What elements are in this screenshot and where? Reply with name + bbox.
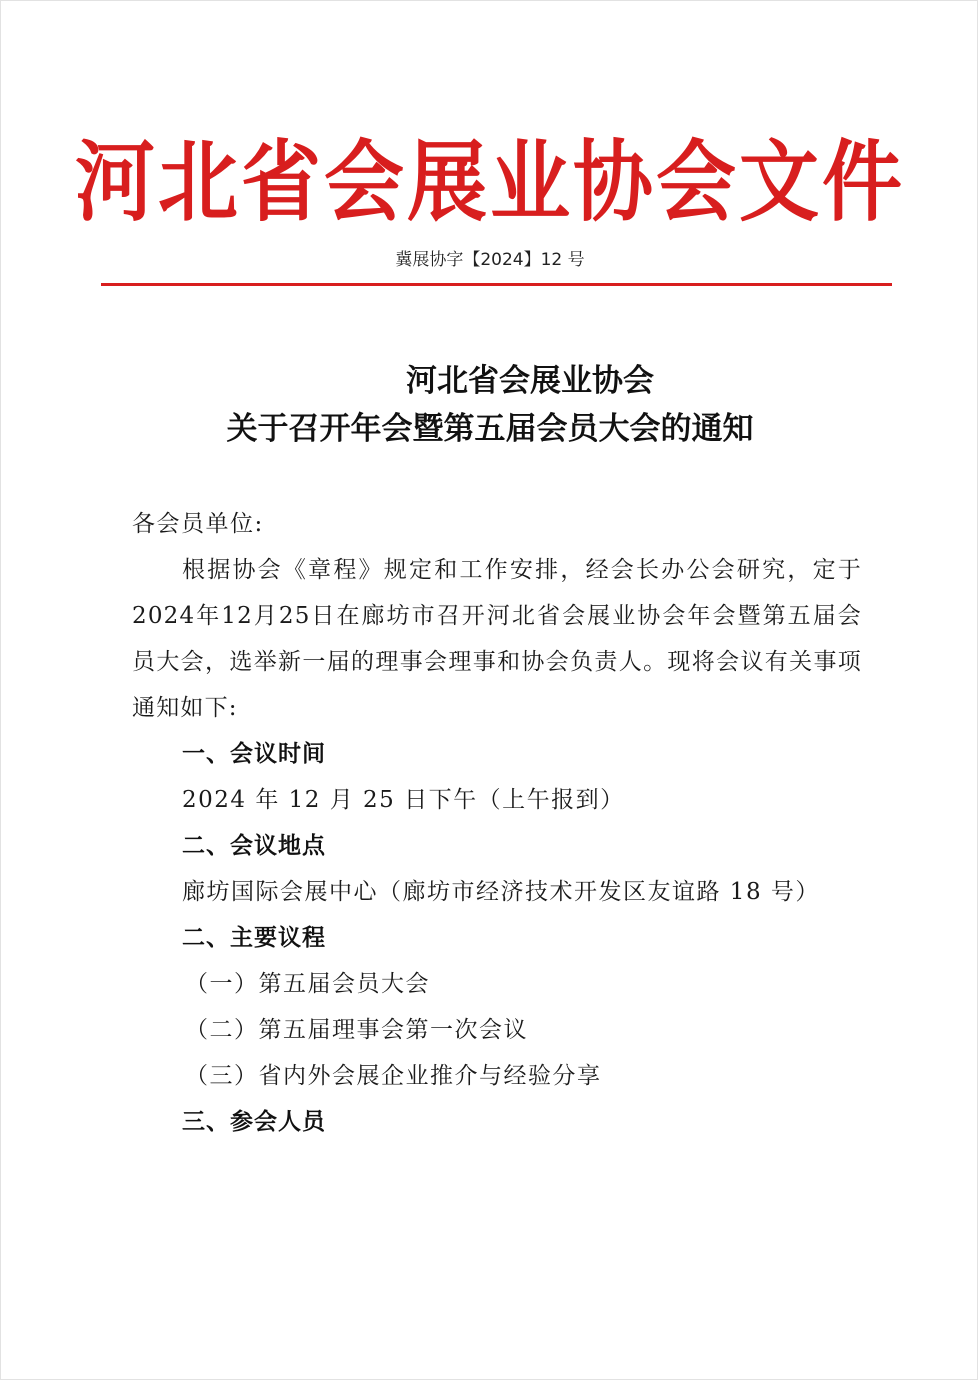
red-divider <box>101 283 892 286</box>
section-heading-agenda: 二、主要议程 <box>182 925 326 951</box>
meeting-time: 2024 年 12 月 25 日下午（上午报到） <box>182 787 625 813</box>
agenda-item: （一）第五届会员大会 <box>185 971 430 997</box>
section-heading-attendees: 三、参会人员 <box>182 1109 326 1135</box>
notice-title-line-1: 河北省会展业协会 <box>406 363 654 399</box>
meeting-location: 廊坊国际会展中心（廊坊市经济技术开发区友谊路 18 号） <box>182 879 820 905</box>
masthead-title: 河北省会展业协会文件 <box>75 129 905 234</box>
salutation: 各会员单位: <box>132 511 264 537</box>
section-heading-time: 一、会议时间 <box>182 741 326 767</box>
section-heading-location: 二、会议地点 <box>182 833 326 859</box>
notice-title-line-2: 关于召开年会暨第五届会员大会的通知 <box>226 411 754 447</box>
document-number: 冀展协字【2024】12 号 <box>395 250 585 270</box>
agenda-item: （二）第五届理事会第一次会议 <box>185 1017 528 1043</box>
intro-paragraph: 根据协会《章程》规定和工作安排，经会长办公会研究，定于2024年12月25日在廊坊市召开河北省会展业协会年会暨第五届会员大会，选举新一届的理事会理事和协会负责人。现将会议有关事项通知如下: <box>132 557 862 721</box>
agenda-item: （三）省内外会展企业推介与经验分享 <box>185 1063 602 1089</box>
